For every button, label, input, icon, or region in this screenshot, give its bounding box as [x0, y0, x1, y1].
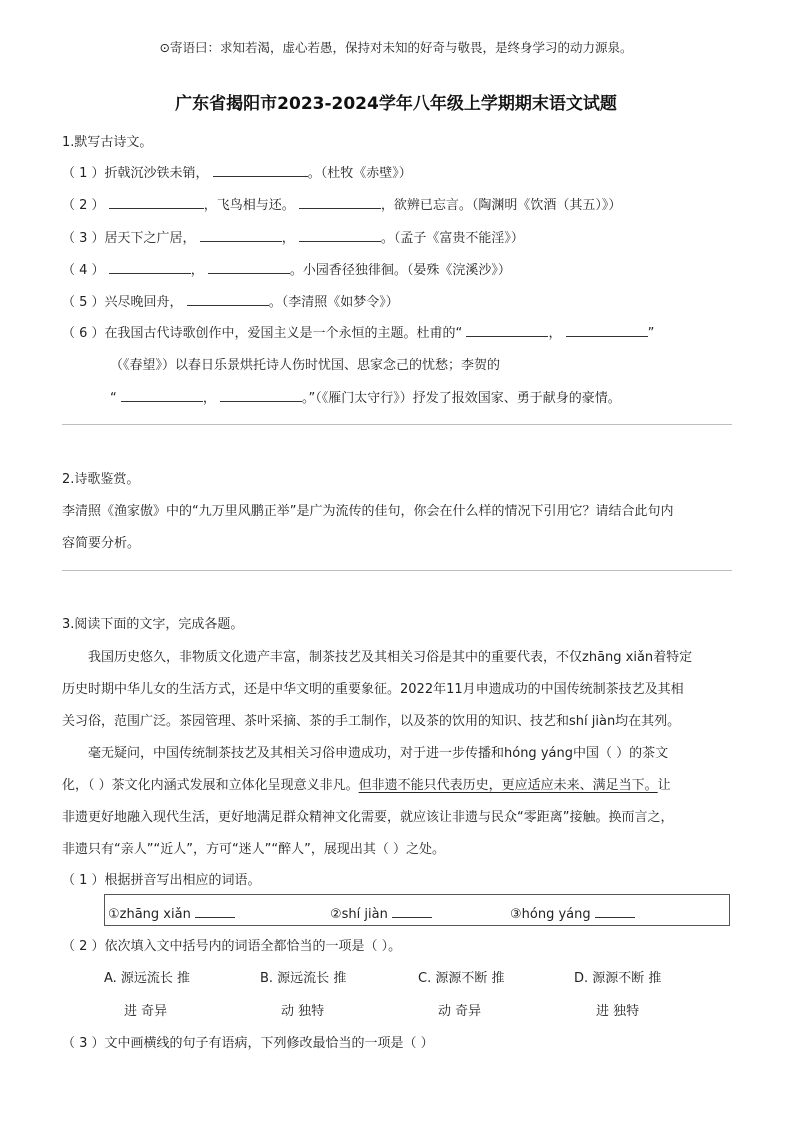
option-d-cont: 进 独特 — [596, 1004, 640, 1019]
q2-heading: 2.诗歌鉴赏。 — [62, 472, 140, 487]
q3-paragraph: 非遗更好地融入现代生活，更好地满足群众精神文化需要，就应该让非遗与民众“零距离”接触。换而言之， — [62, 810, 674, 825]
q3-sub-1: （ 1 ）根据拼音写出相应的词语。 — [62, 873, 261, 888]
answer-blank[interactable] — [595, 903, 635, 918]
answer-blank[interactable] — [208, 259, 290, 274]
q1-heading: 1.默写古诗文。 — [62, 135, 153, 150]
q3-sub-2: （ 2 ）依次填入文中括号内的词语全都恰当的一项是（ ）。 — [62, 939, 402, 954]
answer-blank[interactable] — [109, 194, 204, 209]
option-b[interactable]: B. 源远流长 推 — [260, 971, 347, 986]
q1-line-6-cont: （《春望》）以春日乐景烘托诗人伤时忧国、思家念己的忧愁；李贺的 — [110, 358, 501, 373]
q3-paragraph: 化，（ ）茶文化内涵式发展和立体化呈现意义非凡。但非遗不能只代表历史，更应适应未来、满足当下。让 — [62, 778, 671, 793]
option-a[interactable]: A. 源远流长 推 — [104, 971, 191, 986]
pinyin-item-3: ③hóng yáng — [510, 903, 635, 922]
q1-line-6-end: “ ， 。”（《雁门太守行》）抒发了报效国家、勇于献身的豪情。 — [110, 387, 621, 406]
answer-blank[interactable] — [213, 162, 308, 177]
answer-blank[interactable] — [299, 227, 381, 242]
q3-paragraph: 历史时期中华儿女的生活方式，还是中华文明的重要象征。2022年11月申遗成功的中国传统制茶技艺及其相 — [62, 682, 684, 697]
answer-blank[interactable] — [220, 387, 302, 402]
answer-blank[interactable] — [195, 903, 235, 918]
option-a-cont: 进 奇异 — [124, 1004, 168, 1019]
pinyin-item-2: ②shí jiàn — [330, 903, 432, 922]
answer-blank[interactable] — [121, 387, 203, 402]
motto: ⊙寄语曰：求知若渴，虚心若愚，保持对未知的好奇与敬畏，是终身学习的动力源泉。 — [159, 40, 633, 55]
q1-line-4: （ 4 ） ， 。小园香径独徘徊。（晏殊《浣溪沙》） — [62, 259, 511, 278]
q3-paragraph: 我国历史悠久，非物质文化遗产丰富，制茶技艺及其相关习俗是其中的重要代表，不仅zhāng xiǎn着特定 — [88, 650, 693, 665]
answer-blank[interactable] — [109, 259, 191, 274]
q3-paragraph: 非遗只有“亲人”“近人”，方可“迷人”“醉人”，展现出其（ ）之处。 — [62, 842, 446, 857]
answer-blank[interactable] — [299, 194, 381, 209]
q1-line-6: （ 6 ）在我国古代诗歌创作中，爱国主义是一个永恒的主题。杜甫的“ ， ” — [62, 322, 654, 341]
divider — [62, 424, 732, 425]
option-d[interactable]: D. 源源不断 推 — [574, 971, 662, 986]
q3-heading: 3.阅读下面的文字，完成各题。 — [62, 617, 244, 632]
option-c-cont: 动 奇异 — [438, 1004, 482, 1019]
option-c[interactable]: C. 源源不断 推 — [418, 971, 505, 986]
answer-blank[interactable] — [200, 227, 282, 242]
pinyin-item-1: ①zhāng xiǎn — [108, 903, 235, 922]
q3-paragraph: 毫无疑问，中国传统制茶技艺及其相关习俗申遗成功，对于进一步传播和hóng yáng中国（ ）的茶文 — [88, 746, 669, 761]
q1-line-5: （ 5 ）兴尽晚回舟， 。（李清照《如梦令》） — [62, 291, 399, 310]
option-b-cont: 动 独特 — [281, 1004, 325, 1019]
answer-blank[interactable] — [392, 903, 432, 918]
q1-line-3: （ 3 ）居天下之广居， ， 。（孟子《富贵不能淫》） — [62, 227, 524, 246]
q2-text-cont: 容简要分析。 — [62, 536, 141, 551]
q1-line-1: （ 1 ）折戟沉沙铁未销， 。（杜牧《赤壁》） — [62, 162, 412, 181]
divider — [62, 570, 732, 571]
q1-line-2: （ 2 ） ，飞鸟相与还。 ，欲辨已忘言。（陶渊明《饮酒（其五）》） — [62, 194, 621, 213]
q3-sub-3: （ 3 ）文中画横线的句子有语病，下列修改最恰当的一项是（ ） — [62, 1036, 434, 1051]
answer-blank[interactable] — [466, 322, 548, 337]
answer-blank[interactable] — [187, 291, 269, 306]
q2-text: 李清照《渔家傲》中的“九万里风鹏正举”是广为流传的佳句，你会在什么样的情况下引用它？请结合此句内 — [62, 504, 674, 519]
q3-paragraph: 关习俗，范围广泛。茶园管理、茶叶采摘、茶的手工制作，以及茶的饮用的知识、技艺和shí jiàn均在其列。 — [62, 714, 681, 729]
answer-blank[interactable] — [566, 322, 648, 337]
page-title: 广东省揭阳市2023-2024学年八年级上学期期末语文试题 — [175, 94, 617, 114]
underlined-sentence: 但非遗不能只代表历史，更应适应未来、满足当下。 — [358, 778, 658, 793]
